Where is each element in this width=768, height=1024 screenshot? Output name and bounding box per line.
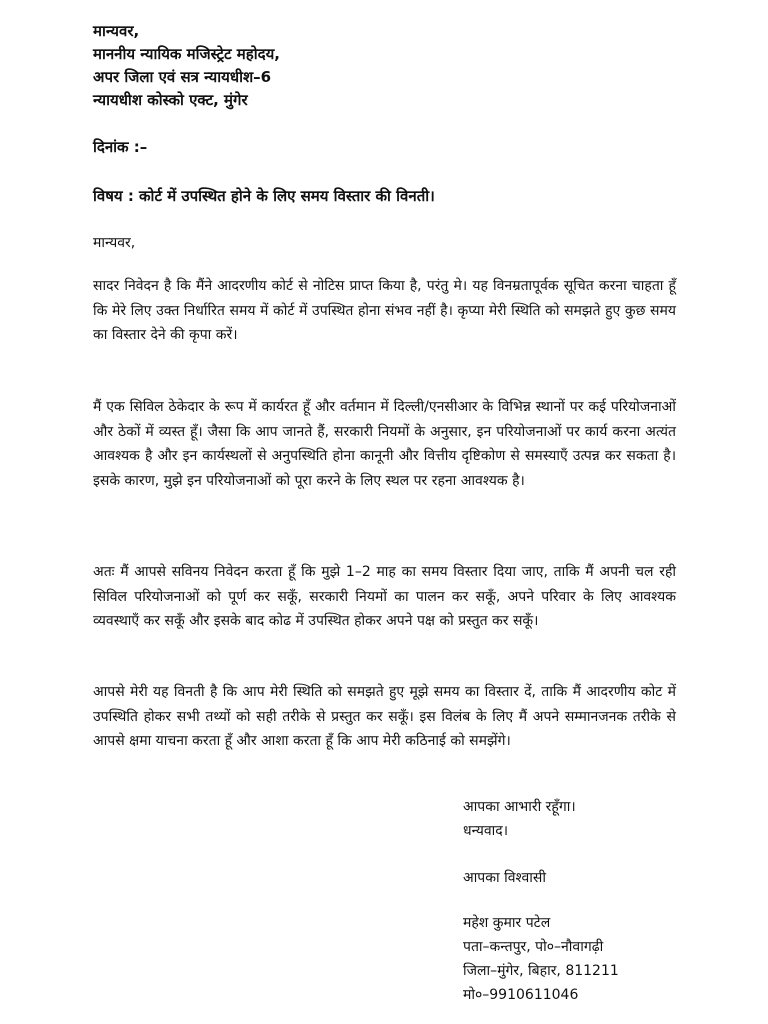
closing-grateful: आपका आभारी रहूँगा। <box>463 799 576 815</box>
addressee-title: माननीय न्यायिक मजिस्ट्रेट महोदय, <box>93 45 280 63</box>
sender-mobile: मो०–9910611046 <box>463 987 579 1003</box>
body-salutation: मान्यवर, <box>93 235 136 251</box>
subject-line: विषय : कोर्ट में उपस्थित होने के लिए समय विस्तार की विनती। <box>93 187 435 205</box>
addressee-salutation: मान्यवर, <box>93 22 140 40</box>
sender-address: पता–कन्तपुर, पो०–नौवागढ़ी <box>463 939 604 955</box>
sender-name: महेश कुमार पटेल <box>463 915 551 931</box>
paragraph-reason: मैं एक सिविल ठेकेदार के रूप में कार्यरत हूँ और वर्तमान में दिल्ली/एनसीआर के विभिन्न स्थानों पर कई परियोजनाओं और ठेकों में व्यस्त हूँ। जैसा कि आप जानते हैं, सरकारी नियमों के अनुसार, इन परियोजनाओं पर कार्य करना अत्यंत आवश्यक है और इन कार्यस्थलों से अनुपस्थिति होना कानूनी और वित्तीय दृष्टिकोण से समस्याएँ उत्पन्न कर सकता है। इसके कारण, मुझे इन परियोजनाओं को पूरा करने के लिए स्थल पर रहना आवश्यक है। <box>93 399 676 489</box>
paragraph-apology: आपसे मेरी यह विनती है कि आप मेरी स्थिति को समझते हुए मूझे समय का विस्तार दें, ताकि मैं आदरणीय कोट में उपस्थिति होकर सभी तथ्यों को सही तरीके से प्रस्तुत कर सकूँ। इस विलंब के लिए मैं अपने सम्मानजनक तरीके से आपसे क्षमा याचना करता हूँ और आशा करता हूँ कि आप मेरी कठिनाई को समझेंगे। <box>93 684 676 749</box>
addressee-block <box>93 20 280 112</box>
sender-district: जिला–मुंगेर, बिहार, 811211 <box>463 963 619 979</box>
date-label: दिनांक :– <box>93 138 148 156</box>
addressee-location: न्यायधीश कोस्को एक्ट, मुंगेर <box>93 91 248 109</box>
addressee-court: अपर जिला एवं सत्र न्यायधीश–6 <box>93 68 272 86</box>
closing-thanks-block <box>463 795 576 843</box>
paragraph-extension-request: अतः मैं आपसे सविनय निवेदन करता हूँ कि मुझे 1–2 माह का समय विस्तार दिया जाए, ताकि मैं अपनी चल रही सिविल परियोजनाओं को पूर्ण कर सकूँ, सरकारी नियमों का पालन कर सकूँ, अपने परिवार के लिए आवश्यक व्यवस्थाएँ कर सकूँ और इसके बाद कोढ में उपस्थित होकर अपने पक्ष को प्रस्तुत कर सकूँ। <box>93 564 676 629</box>
closing-thanks: धन्यवाद। <box>463 823 509 839</box>
paragraph-request: सादर निवेदन है कि मैंने आदरणीय कोर्ट से नोटिस प्राप्त किया है, परंतु मे। यह विनम्रतापूर्वक सूचित करना चाहता हूँ कि मेरे लिए उक्त निर्धारित समय में कोर्ट में उपस्थित होना संभव नहीं है। कृप्या मेरी स्थिति को समझते हुए कुछ समय का विस्तार देने की कृपा करें। <box>93 278 676 343</box>
closing-yours-faithfully: आपका विश्वासी <box>463 870 546 886</box>
sender-details <box>463 911 619 1007</box>
